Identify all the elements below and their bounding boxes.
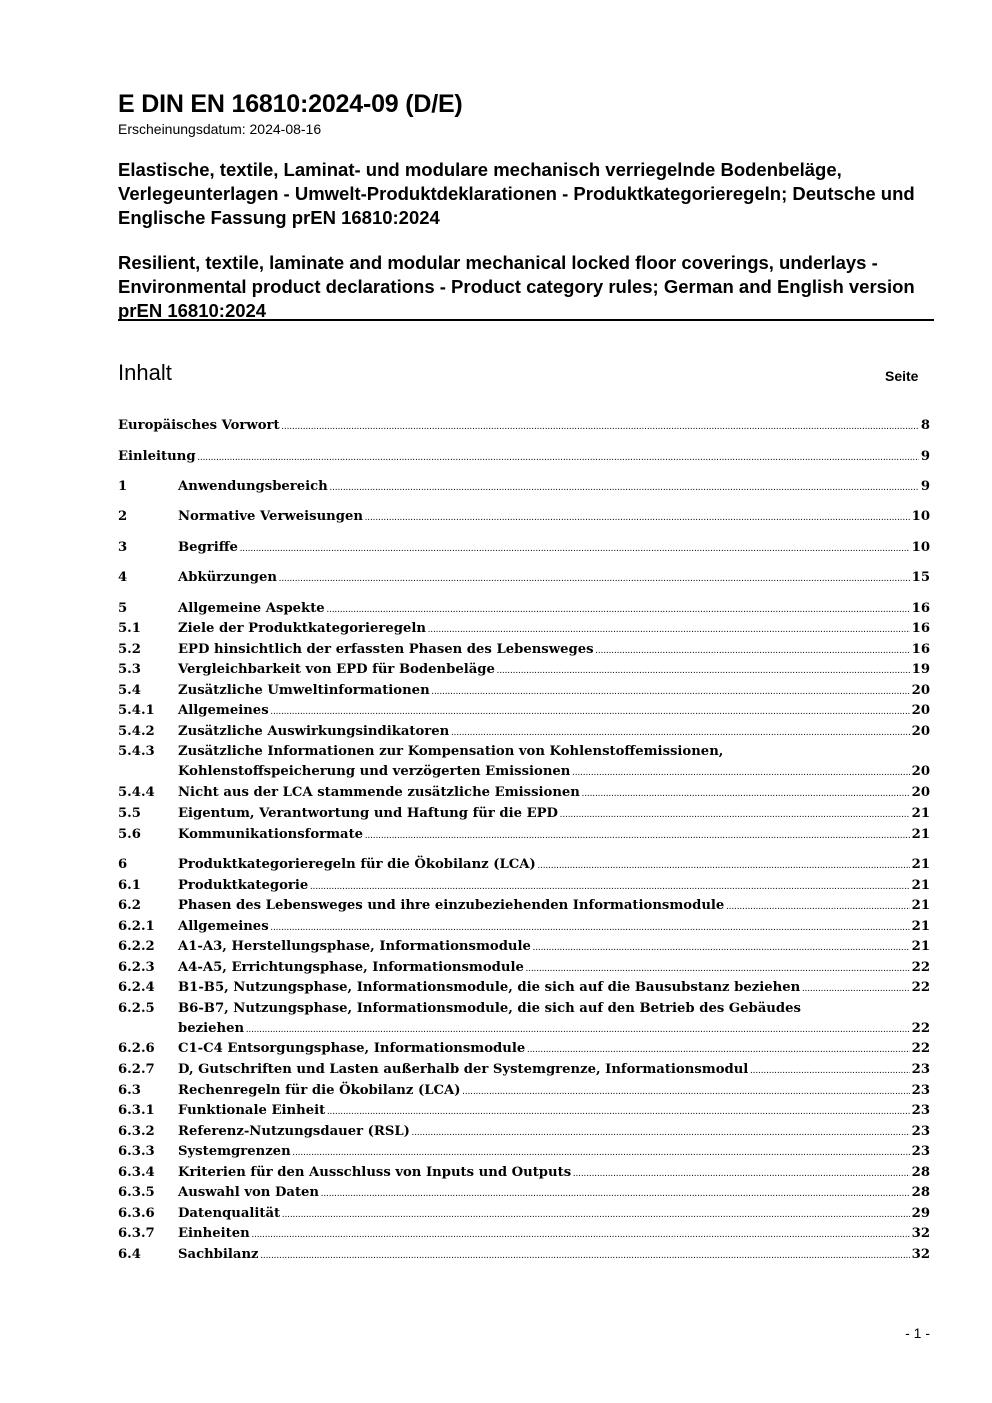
toc-entry-page: 21 [911,919,930,934]
toc-entry-title: Zusätzliche Informationen zur Kompensation von Kohlenstoffemissionen, [178,744,724,759]
toc-entry-page: 28 [911,1165,930,1180]
toc-dot-leader [560,806,910,821]
toc-entry-page: 21 [911,898,930,913]
toc-entry-number: 6.4 [118,1247,141,1262]
toc-entry-title-continued: Kohlenstoffspeicherung und verzögerten Emissionen [178,764,571,779]
toc-dot-leader [330,479,919,494]
toc-entry-title: Anwendungsbereich [178,479,328,494]
toc-dot-leader [462,1083,909,1098]
page-number: - 1 - [905,1325,930,1341]
toc-dot-leader [582,785,910,800]
publication-date: Erscheinungsdatum: 2024-08-16 [118,121,322,137]
toc-entry-number: 6.2.6 [118,1041,155,1056]
toc-dot-leader [252,1226,910,1241]
toc-dot-leader [533,939,910,954]
toc-entry-number: 4 [118,570,128,585]
toc-entry-number: 5.2 [118,642,141,657]
toc-entry-number: 5.4 [118,683,141,698]
toc-entry-number: 3 [118,540,128,555]
toc-entry-number: 6.3.1 [118,1103,155,1118]
toc-entry-page: 20 [911,703,930,718]
toc-entry-title: B1-B5, Nutzungsphase, Informationsmodule, die sich auf die Bausubstanz beziehen [178,980,801,995]
toc-entry-title: Normative Verweisungen [178,509,363,524]
toc-entry-title: Kommunikationsformate [178,827,364,842]
toc-entry-title: Phasen des Lebensweges und ihre einzubeziehenden Informationsmodule [178,898,725,913]
toc-entry-number: 6.2.2 [118,939,155,954]
toc-entry-page: 20 [911,683,930,698]
toc-entry-number: 6.2.3 [118,960,155,975]
toc-entry[interactable] [118,1124,930,1144]
toc-entry-page: 22 [911,1021,930,1036]
toc-entry-page: 22 [911,960,930,975]
toc-entry[interactable] [118,960,930,980]
toc-entry-number: 6.2.4 [118,980,155,995]
toc-entry-page: 21 [911,806,930,821]
toc-entry-title: Referenz-Nutzungsdauer (RSL) [178,1124,410,1139]
toc-dot-leader [365,509,910,524]
toc-entry-number: 5.3 [118,662,141,677]
toc-entry-page: 9 [920,479,930,494]
toc-dot-leader [726,898,909,913]
toc-entry-number: 5.4.4 [118,785,155,800]
toc-entry-page: 15 [911,570,930,585]
toc-entry[interactable] [118,724,930,744]
toc-entry-number: 6.3.3 [118,1144,155,1159]
toc-entry[interactable] [118,878,930,898]
toc-entry-page: 20 [911,724,930,739]
toc-entry-page: 20 [911,785,930,800]
toc-entry-page: 10 [911,540,930,555]
toc-entry[interactable] [118,1062,930,1082]
toc-entry-number: 6.2 [118,898,141,913]
toc-dot-leader [527,1041,909,1056]
toc-entry[interactable] [118,418,930,438]
toc-entry-page: 8 [920,418,930,433]
toc-entry-title: Zusätzliche Auswirkungsindikatoren [178,724,450,739]
toc-entry-page: 32 [911,1247,930,1262]
toc-entry-number: 6.3.2 [118,1124,155,1139]
toc-entry[interactable] [118,662,930,682]
toc-entry-number: 6.3 [118,1083,141,1098]
toc-entry-page: 22 [911,1041,930,1056]
toc-entry[interactable] [118,857,930,877]
toc-entry-number: 5 [118,601,128,616]
toc-entry-title: Vergleichbarkeit von EPD für Bodenbeläge [178,662,495,677]
toc-entry[interactable] [118,1083,930,1103]
toc-dot-leader [432,683,910,698]
toc-entry-title-continued: beziehen [178,1021,245,1036]
toc-entry-number: 5.1 [118,621,141,636]
toc-entry-title: Allgemeine Aspekte [178,601,325,616]
toc-entry[interactable] [118,806,930,826]
toc-entry[interactable] [118,540,930,560]
toc-dot-leader [293,1144,910,1159]
toc-entry-page: 22 [911,980,930,995]
toc-entry[interactable] [118,621,930,641]
toc-entry-number: 5.4.1 [118,703,155,718]
toc-dot-leader [282,418,919,433]
toc-entry-number: 6.1 [118,878,141,893]
toc-heading: Inhalt [118,360,172,385]
toc-dot-leader [282,1206,909,1221]
toc-entry-page: 32 [911,1226,930,1241]
toc-entry[interactable] [118,570,930,590]
toc-entry-page: 16 [911,642,930,657]
toc-entry-title: Nicht aus der LCA stammende zusätzliche Emissionen [178,785,580,800]
toc-entry-title: EPD hinsichtlich der erfassten Phasen des Lebensweges [178,642,594,657]
toc-dot-leader [428,621,910,636]
toc-entry-page: 23 [911,1144,930,1159]
toc-dot-leader [261,1247,910,1262]
toc-dot-leader [572,764,909,779]
toc-entry-page: 20 [911,764,930,779]
toc-entry[interactable] [118,1165,930,1185]
toc-entry-number: 5.6 [118,827,141,842]
toc-entry-number: 6.2.1 [118,919,155,934]
toc-entry-number: 1 [118,479,128,494]
toc-entry-title: Einleitung [118,449,196,464]
toc-entry-page: 21 [911,857,930,872]
toc-entry[interactable] [118,1144,930,1164]
toc-entry[interactable] [118,449,930,469]
toc-entry-page: 23 [911,1062,930,1077]
toc-entry[interactable] [118,1041,930,1061]
toc-dot-leader [279,570,910,585]
toc-entry-title: Produktkategorieregeln für die Ökobilanz (LCA) [178,857,536,872]
toc-dot-leader [327,601,910,616]
toc-entry-number: 6.3.4 [118,1165,155,1180]
toc-entry-title: Produktkategorie [178,878,309,893]
toc-entry-page: 28 [911,1185,930,1200]
toc-entry[interactable] [118,1206,930,1226]
toc-dot-leader [451,724,909,739]
toc-dot-leader [240,540,910,555]
toc-entry-title: Zusätzliche Umweltinformationen [178,683,430,698]
toc-entry-number: 6.2.7 [118,1062,155,1077]
toc-entry-number: 6.3.6 [118,1206,155,1221]
toc-entry-title: Begriffe [178,540,238,555]
toc-entry-page: 23 [911,1124,930,1139]
toc-entry[interactable] [118,919,930,939]
toc-entry[interactable] [118,1185,930,1205]
toc-entry-title: Funktionale Einheit [178,1103,326,1118]
toc-entry-page: 9 [920,449,930,464]
toc-entry-page: 21 [911,878,930,893]
toc-entry-title: Allgemeines [178,919,269,934]
toc-entry-title: C1-C4 Entsorgungsphase, Informationsmodule [178,1041,526,1056]
toc-entry[interactable] [118,1247,930,1267]
toc-dot-leader [198,449,919,464]
title-german: Elastische, textile, Laminat- und modulare mechanisch verriegelnde Bodenbeläge, Verlegeunterlagen - Umwelt-Produktdeklarationen - Produktkategorieregeln; Deutsche und Englische Fassung prEN 16810:2024 [118,159,915,228]
toc-entry-title: Kriterien für den Ausschluss von Inputs und Outputs [178,1165,572,1180]
toc-entry[interactable] [118,1103,930,1123]
toc-entry-page: 21 [911,939,930,954]
toc-entry-title: Eigentum, Verantwortung und Haftung für die EPD [178,806,558,821]
toc-entry[interactable] [118,785,930,805]
title-divider [118,319,934,321]
toc-entry-title: Datenqualität [178,1206,281,1221]
toc-entry[interactable] [118,601,930,621]
toc-entry-title: A1-A3, Herstellungsphase, Informationsmodule [178,939,531,954]
toc-entry-title: Sachbilanz [178,1247,259,1262]
toc-entry-title: Auswahl von Daten [178,1185,320,1200]
toc-entry-number: 5.4.2 [118,724,155,739]
toc-entry-number: 5.5 [118,806,141,821]
toc-dot-leader [271,919,910,934]
toc-entry-title: Europäisches Vorwort [118,418,280,433]
toc-entry-number: 5.4.3 [118,744,155,759]
toc-dot-leader [365,827,910,842]
toc-entry[interactable] [118,683,930,703]
toc-entry[interactable] [118,1226,930,1246]
toc-entry-page: 16 [911,601,930,616]
toc-entry-page: 19 [911,662,930,677]
toc-entry-page: 23 [911,1083,930,1098]
toc-entry[interactable] [118,703,930,723]
toc-entry[interactable] [118,509,930,529]
toc-dot-leader [271,703,910,718]
toc-entry-number: 6.3.5 [118,1185,155,1200]
toc-entry-number: 6.2.5 [118,1001,155,1016]
toc-entry-page: 29 [911,1206,930,1221]
toc-entry[interactable] [118,898,930,918]
toc-entry-page: 16 [911,621,930,636]
toc-entry-page: 21 [911,827,930,842]
toc-page-label: Seite [885,368,919,384]
toc-entry[interactable] [118,1001,930,1042]
toc-dot-leader [310,878,909,893]
toc-dot-leader [573,1165,910,1180]
toc-entry[interactable] [118,744,930,785]
toc-entry[interactable] [118,479,930,499]
toc-dot-leader [327,1103,909,1118]
title-english: Resilient, textile, laminate and modular mechanical locked floor coverings, underlays - Environmental product declarations - Product category rules; German and English version prEN 16810:2024 [118,252,915,321]
toc-entry-title: A4-A5, Errichtungsphase, Informationsmodule [178,960,524,975]
toc-entry[interactable] [118,642,930,662]
toc-entry-number: 2 [118,509,128,524]
toc-entry-title: Allgemeines [178,703,269,718]
toc-entry-number: 6.3.7 [118,1226,155,1241]
toc-entry[interactable] [118,980,930,1000]
toc-entry-number: 6 [118,857,128,872]
toc-entry-title: D, Gutschriften und Lasten außerhalb der Systemgrenze, Informationsmodul [178,1062,749,1077]
toc-entry[interactable] [118,827,930,847]
toc-entry-page: 23 [911,1103,930,1118]
toc-entry-title: Rechenregeln für die Ökobilanz (LCA) [178,1083,461,1098]
toc-dot-leader [750,1062,909,1077]
toc-dot-leader [526,960,910,975]
toc-dot-leader [802,980,909,995]
toc-entry-title: Einheiten [178,1226,250,1241]
toc-entry-page: 10 [911,509,930,524]
toc-entry[interactable] [118,939,930,959]
toc-entry-title: Ziele der Produktkategorieregeln [178,621,426,636]
document-id: E DIN EN 16810:2024-09 (D/E) [118,90,463,118]
toc-dot-leader [246,1021,910,1036]
toc-dot-leader [321,1185,910,1200]
toc-dot-leader [497,662,910,677]
toc-dot-leader [538,857,910,872]
toc-entry-title: B6-B7, Nutzungsphase, Informationsmodule, die sich auf den Betrieb des Gebäudes [178,1001,801,1016]
toc-dot-leader [412,1124,910,1139]
toc-entry-title: Abkürzungen [178,570,277,585]
toc-dot-leader [596,642,910,657]
toc-entry-title: Systemgrenzen [178,1144,291,1159]
